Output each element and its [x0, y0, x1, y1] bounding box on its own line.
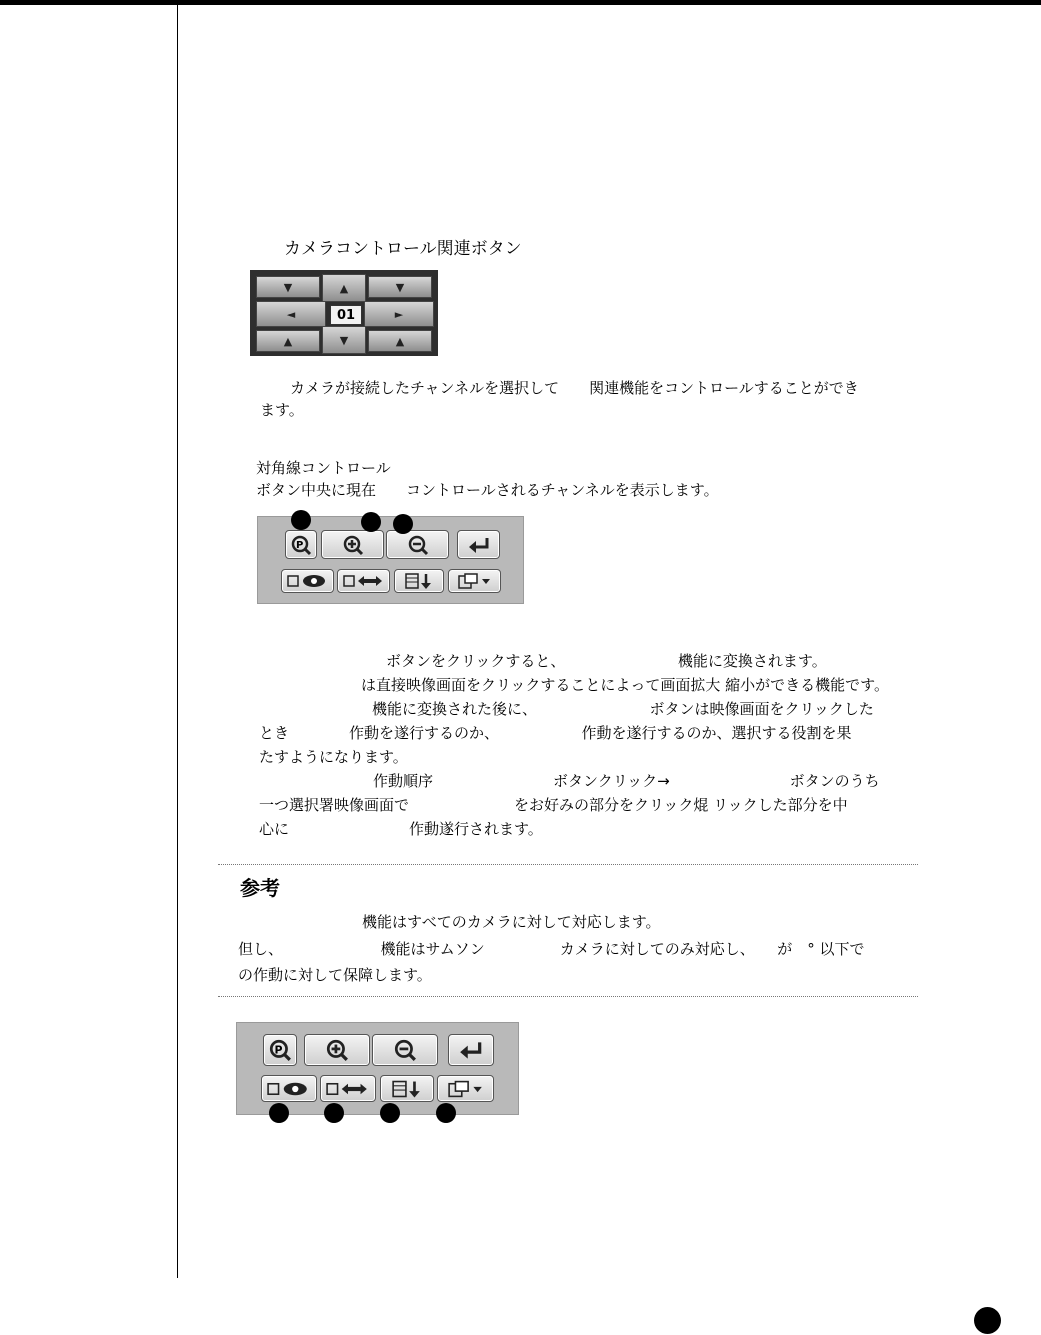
- layout-menu-button[interactable]: [437, 1075, 494, 1102]
- body-line-7: 一つ選択署映像画面で をお好みの部分をクリック焜 リックした部分を中: [259, 796, 848, 814]
- item-channel: ボタン中央に現在 コントロールされるチャンネルを表示します。: [256, 481, 719, 499]
- callout-marker: [380, 1103, 400, 1123]
- intro-line-2: ます。: [260, 401, 304, 419]
- body-line-3: 機能に変換された後に、 ボタンは映像画面をクリックした: [372, 700, 874, 718]
- ptz-down-button[interactable]: [322, 326, 366, 354]
- camera-move-icon: [325, 1080, 371, 1098]
- zoom-out-icon: [393, 1038, 417, 1062]
- enter-icon: [467, 536, 491, 554]
- arrow-down-icon: ▼: [283, 280, 293, 294]
- zoom-in-button[interactable]: [321, 530, 384, 559]
- channel-display: 01: [330, 305, 362, 325]
- preset-button[interactable]: [263, 1034, 297, 1066]
- zoom-in-icon: [325, 1038, 349, 1062]
- arrow-up-icon: ▲: [283, 334, 293, 348]
- zoom-out-icon: [407, 534, 429, 556]
- camera-view-button[interactable]: [281, 569, 334, 593]
- body-line-2: は直接映像画面をクリックすることによって画面拡大 縮小ができる機能です。: [361, 676, 889, 694]
- note-line-3: の作動に対して保障します。: [238, 966, 432, 984]
- zoom-out-button[interactable]: [372, 1034, 438, 1066]
- list-down-button[interactable]: [394, 569, 444, 593]
- body-line-6: 作動順序 ボタンクリック→ ボタンのうち: [373, 772, 880, 790]
- list-down-button[interactable]: [380, 1075, 434, 1102]
- arrow-left-icon: ◄: [286, 307, 296, 321]
- note-line-2: 但し、 機能はサムソン カメラに対してのみ対応し、 が ° 以下で: [238, 940, 865, 958]
- top-rule: [0, 0, 1041, 5]
- callout-marker: [436, 1103, 456, 1123]
- camera-toolbar-2: [236, 1022, 519, 1115]
- callout-marker: [269, 1103, 289, 1123]
- section-title: カメラコントロール関連ボタン: [284, 239, 522, 259]
- svg-text:P: P: [296, 539, 304, 551]
- ptz-diag-down-right-button[interactable]: [368, 330, 432, 352]
- body-line-1: ボタンをクリックすると、 機能に変換されます。: [386, 652, 827, 670]
- svg-text:P: P: [274, 1043, 283, 1057]
- enter-icon: [458, 1040, 484, 1060]
- zoom-in-button[interactable]: [304, 1034, 370, 1066]
- arrow-up-icon: ▲: [395, 334, 405, 348]
- ptz-diag-up-right-button[interactable]: [368, 276, 432, 298]
- ptz-up-button[interactable]: [322, 274, 366, 302]
- note-bottom-rule: [218, 996, 918, 997]
- callout-marker: [393, 514, 413, 534]
- ptz-diag-up-left-button[interactable]: [256, 276, 320, 298]
- layout-menu-button[interactable]: [448, 569, 501, 593]
- page-number-marker: [974, 1307, 1001, 1334]
- camera-view-button[interactable]: [261, 1075, 317, 1102]
- callout-marker: [361, 512, 381, 532]
- ptz-control-pad: [250, 270, 438, 356]
- note-heading: 参考: [240, 876, 280, 900]
- note-top-rule: [218, 864, 918, 865]
- camera-move-button[interactable]: [337, 569, 390, 593]
- arrow-down-icon: ▼: [395, 280, 405, 294]
- layout-menu-icon: [447, 1079, 485, 1099]
- preset-icon: [268, 1038, 292, 1062]
- callout-marker: [291, 510, 311, 530]
- camera-view-icon: [286, 573, 330, 589]
- zoom-in-icon: [342, 534, 364, 556]
- body-line-8: 心に 作動遂行されます。: [259, 820, 543, 838]
- layout-menu-icon: [457, 572, 493, 590]
- callout-marker: [324, 1103, 344, 1123]
- camera-move-icon: [342, 573, 386, 589]
- note-line-1: 機能はすべてのカメラに対して対応します。: [362, 913, 661, 931]
- item-diagonal: 対角線コントロール: [256, 459, 391, 477]
- camera-view-icon: [266, 1080, 312, 1098]
- enter-button[interactable]: [457, 530, 500, 559]
- arrow-right-icon: ►: [394, 307, 404, 321]
- arrow-down-icon: ▼: [339, 333, 349, 347]
- body-line-5: たすようになります。: [259, 748, 408, 766]
- preset-icon: [290, 534, 312, 556]
- margin-rule: [177, 5, 178, 1278]
- camera-move-button[interactable]: [320, 1075, 376, 1102]
- ptz-diag-down-left-button[interactable]: [256, 330, 320, 352]
- ptz-right-button[interactable]: [364, 301, 434, 327]
- zoom-out-button[interactable]: [386, 530, 449, 559]
- list-down-icon: [404, 572, 434, 590]
- ptz-left-button[interactable]: [256, 301, 326, 327]
- body-line-4: とき 作動を遂行するのか、 作動を遂行するのか、選択する役割を果: [259, 724, 852, 742]
- intro-line-1: カメラが接続したチャンネルを選択して 関連機能をコントロールすることができ: [290, 379, 859, 397]
- list-down-icon: [391, 1079, 423, 1099]
- enter-button[interactable]: [448, 1034, 494, 1066]
- arrow-up-icon: ▲: [339, 281, 349, 295]
- preset-button[interactable]: [285, 530, 317, 559]
